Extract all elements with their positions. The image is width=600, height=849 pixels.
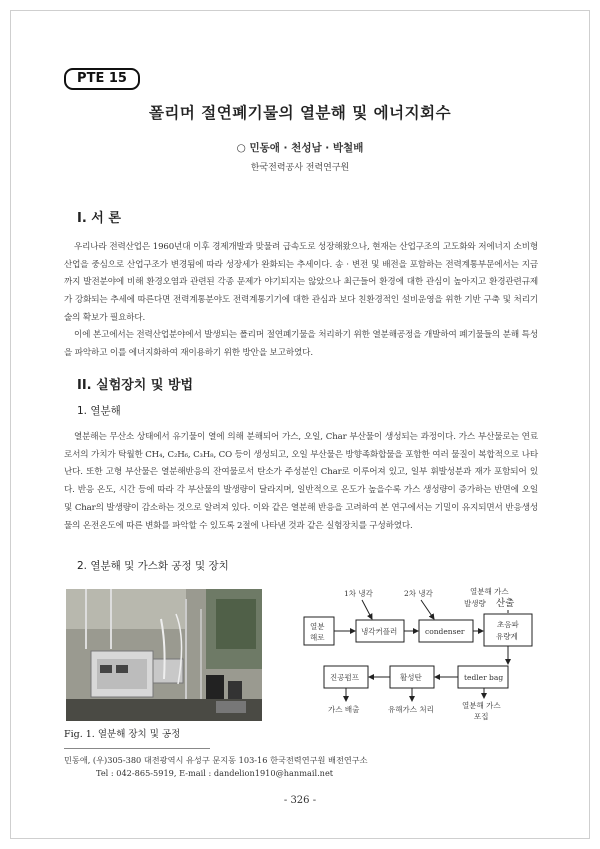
figure-caption: Fig. 1. 열분해 장치 및 공정	[64, 729, 181, 740]
pyrolysis-reactor-label-2: 해로	[310, 633, 325, 642]
label-gas-top-3: 산출	[496, 598, 515, 609]
experiment-heading: II. 실험장치 및 방법	[77, 378, 194, 393]
intro-paragraph-1: 우리나라 전력산업은 1960년대 이후 경제개발과 맞물려 급속도로 성장해왔으나, 현재는 산업구조의 고도화와 저에너지 소비형산업을 중심으로 산업구조가 변경됨에 따라 성장세가 완화되는 추세이다. 송 · 변전 및 배전을 포함하는 전력계통부문에서는 지금까지 발전분야에 비해 환경오염과 관련된 각종 문제가 야기되지는 않았으나 최근들어 환경에 대한 관심이 높아지고 환경관련규제가 강화되는 추세에 따른다면 전력계통분야도 전력계통기기에 대한 관심과 보다 친환경적인 설비운영을 위한 기반 구축 및 처리기술의 확보가 필요하다.	[64, 242, 538, 323]
footnote-rule	[64, 748, 210, 749]
footnote-line-2: Tel : 042-865-5919, E-mail : dandelion1910@hanmail.net	[96, 768, 334, 778]
process-diagram	[284, 584, 544, 724]
label-collect-2: 포집	[474, 712, 489, 721]
label-harmful-gas: 유해가스 처리	[388, 705, 434, 714]
activated-carbon-label: 활성탄	[400, 673, 422, 682]
flowmeter-box	[484, 614, 532, 646]
intro-heading: I. 서 론	[77, 211, 121, 226]
page-number: - 326 -	[283, 795, 317, 806]
flowmeter-label-2: 유량계	[496, 632, 518, 641]
label-first-cooling: 1차 냉각	[344, 589, 373, 598]
label-gas-top-1: 열분해 가스	[470, 587, 509, 596]
condenser-label: condenser	[425, 627, 465, 636]
footnote-line-1: 민동애, (우)305-380 대전광역시 유성구 문지동 103-16 한국전력연구원 배전연구소	[64, 755, 368, 765]
affiliation: 한국전력공사 전력연구원	[250, 163, 350, 173]
intro-paragraph-2: 이에 본고에서는 전력산업분야에서 발생되는 폴리머 절연폐기물을 처리하기 위한 열분해공정을 개발하여 폐기물들의 분해 특성을 파악하고 이를 에너지화하여 재이용하기 위한 방안을 보고하였다.	[64, 330, 538, 358]
flowmeter-label-1: 초음파	[497, 620, 519, 629]
label-collect-1: 열분해 가스	[462, 701, 501, 710]
experiment-paragraph: 열분해는 무산소 상태에서 유기물이 열에 의해 분해되어 가스, 오일, Char 부산물이 생성되는 과정이다. 가스 부산물로는 연료로서의 가치가 탁월한 CH₄, C₂H₆, C₃H₈, CO 등이 생성되고, 오일 부산물은 방향족화합물을 포함한 여러 물질이 복합적으로 나타난다. 또한 고형 부산물은 열분해반응의 잔여물로서 탄소가 주성분인 Char로 이루어져 있고, 일부 휘발성분과 재가 포함되어 있다. 반응 온도, 시간 등에 따라 각 부산물의 발생량이 달라지며, 일반적으로 온도가 높을수록 가스 생성량이 증가하는 반면에 오일 및 Char의 발생량이 감소하는 것으로 알려져 있다. 이와 같은 열분해 반응을 고려하여 본 연구에서는 기밀이 유지되면서 반응생성물의 온전온도에 따른 변화를 파악할 수 있도록 2절에 나타낸 것과 같은 실험장치를 구성하였다.	[64, 432, 538, 531]
cooler-label: 냉각커플러	[361, 627, 398, 636]
subsection-process: 2. 열분해 및 가스화 공정 및 장치	[77, 560, 229, 572]
subsection-pyrolysis: 1. 열분해	[77, 405, 121, 417]
label-gas-top-2: 발생량	[464, 599, 486, 608]
label-second-cooling: 2차 냉각	[404, 589, 433, 598]
paper-title: 폴리머 절연폐기물의 열분해 및 에너지회수	[148, 104, 452, 122]
session-tag: PTE 15	[64, 68, 140, 90]
vacuum-pump-label: 진공펌프	[330, 673, 359, 682]
tedlar-bag-label: tedler bag	[464, 673, 504, 682]
authors: ○ 민동애 · 천성남 · 박철배	[236, 142, 364, 154]
apparatus-photo	[66, 589, 262, 721]
label-gas-exhaust: 가스 배출	[328, 705, 360, 714]
pyrolysis-reactor-label-1: 열분	[310, 622, 325, 631]
